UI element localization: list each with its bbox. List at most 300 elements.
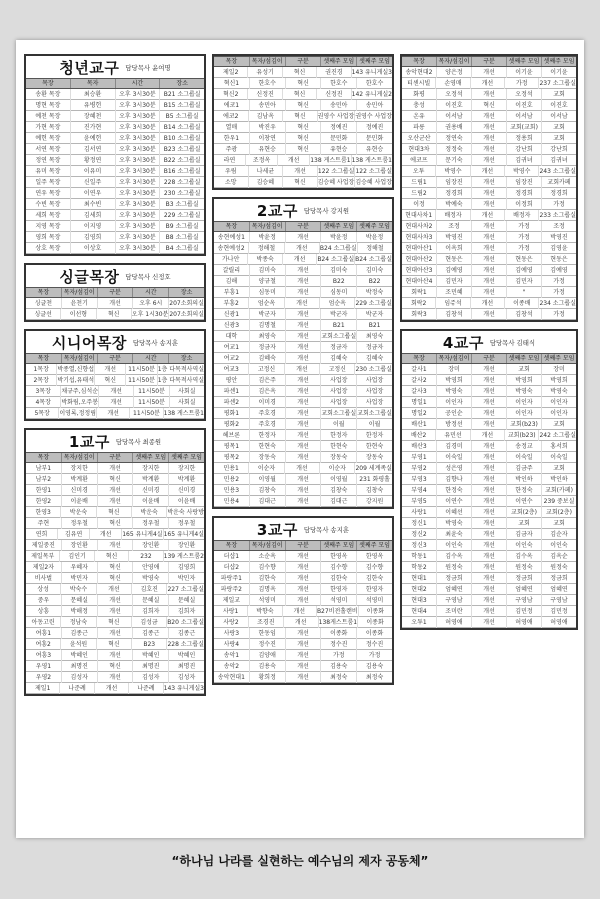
table-cell: 김유연 xyxy=(58,529,90,540)
table-cell: 제일목부 xyxy=(26,551,60,562)
table-cell: 오후 3시30분 xyxy=(116,100,161,111)
table-cell: 138 게스트룸1 xyxy=(310,157,351,164)
table-row xyxy=(26,133,204,144)
table-cell: 이옥희 xyxy=(437,243,472,254)
table-cell: 개선 xyxy=(472,199,507,210)
table-cell: 이영록,정정림 xyxy=(59,410,96,417)
table-cell: 박민자 xyxy=(62,573,98,584)
table-cell: 우영1 xyxy=(26,661,62,672)
table-cell: 정해철 xyxy=(366,245,384,252)
table-row xyxy=(402,474,576,485)
table-row xyxy=(402,540,576,551)
table-row xyxy=(214,276,392,287)
table-cell: 유민선 xyxy=(436,430,470,441)
table-cell: 강지원 xyxy=(365,498,384,505)
table-cell: 이월 xyxy=(368,421,381,428)
table-cell: 혁신 xyxy=(286,78,322,89)
table-cell: 엄혜연 xyxy=(550,586,568,593)
table-cell: 오후 3시30분 xyxy=(116,199,161,210)
table-cell: 최정숙 xyxy=(321,672,357,683)
table-row xyxy=(402,133,576,144)
section-title: 시니어목장 xyxy=(51,333,127,352)
table-cell: 박운숙 xyxy=(61,507,96,518)
table-row xyxy=(214,166,392,177)
table-cell: 혁신 xyxy=(286,133,322,144)
table-cell: 엄순옥 xyxy=(320,298,355,309)
table-row xyxy=(214,155,392,166)
table-cell: 김민자 xyxy=(507,276,542,287)
column-header: 셋째주 모임 xyxy=(171,454,203,461)
table-cell: 박혜인 xyxy=(177,652,196,659)
table-row xyxy=(214,177,392,188)
table-row xyxy=(214,628,392,639)
table-row xyxy=(26,485,204,496)
table-cell: 정용희 xyxy=(507,133,542,144)
table-cell: 사업장 xyxy=(365,377,384,384)
section-pastor: 담당목사 김태식 xyxy=(489,338,536,347)
table-cell: 오후 3시30분 xyxy=(116,155,161,166)
table-cell: 갈사1 xyxy=(402,364,437,375)
table-cell: 여교1 xyxy=(214,342,250,353)
section-title: 3교구 xyxy=(256,520,298,539)
table-header xyxy=(26,78,204,89)
table-cell: 개선 xyxy=(472,89,507,100)
table-row xyxy=(26,232,204,243)
table-cell: 혁신 xyxy=(286,122,322,133)
table-row xyxy=(402,188,576,199)
table-cell: 한호수 xyxy=(250,78,286,89)
table-cell: 정금자 xyxy=(365,344,384,351)
table-cell: 박영희 xyxy=(437,375,472,386)
table-cell: 개선 xyxy=(286,386,322,397)
table-cell: 이인숙 xyxy=(507,540,542,551)
column-header: 셋째주 모임 xyxy=(507,354,542,363)
table-cell: 박기섭,유태석 xyxy=(57,377,95,384)
table-cell: 임장진 xyxy=(507,177,542,188)
table-cell: 이인자 xyxy=(437,397,472,408)
table-cell: B3 소그룹실 xyxy=(165,201,199,208)
table-cell: 유현승 xyxy=(250,144,286,155)
table-row xyxy=(26,551,204,562)
table-cell: 헤브론 xyxy=(214,430,250,441)
table-cell: 신일주 xyxy=(71,177,116,188)
table-row xyxy=(402,617,576,628)
table-cell: 228 소그룹실 xyxy=(163,179,201,186)
table-row xyxy=(214,639,392,650)
table-cell: 정우철 xyxy=(177,520,196,527)
table-cell: 박정숙 xyxy=(365,289,384,296)
table-cell: 교회(카페) xyxy=(545,487,573,494)
table-cell: 지영 목장 xyxy=(26,221,71,232)
table-row xyxy=(402,89,576,100)
table-cell: 개선 xyxy=(98,672,134,683)
table-row xyxy=(214,89,392,100)
column-header: 셋째주 모임 xyxy=(321,57,357,66)
table-cell: 현동은 xyxy=(507,254,542,265)
table-cell: 이인자 xyxy=(507,408,542,419)
table-cell: 김성자 xyxy=(177,674,196,681)
table-cell: 가정 xyxy=(505,78,539,89)
table-cell: 홍서희 xyxy=(550,443,568,450)
table-cell: 강난희 xyxy=(550,146,568,153)
table-cell: 개선 xyxy=(286,661,322,672)
table-cell: 학동2 xyxy=(402,562,437,573)
table-cell: 유성기 xyxy=(248,67,282,78)
table-cell: 정금자 xyxy=(321,342,357,353)
table-cell: 정예진 xyxy=(365,124,384,131)
table-cell: 현대아산4 xyxy=(402,276,437,287)
table-cell: B22 xyxy=(368,278,381,285)
table-cell: 정경희 xyxy=(507,188,542,199)
table-cell: 교회 xyxy=(553,520,565,527)
table-row xyxy=(26,144,204,155)
table-cell: 김혜숙 xyxy=(321,353,357,364)
table-cell: 이서남 xyxy=(550,113,568,120)
table-row xyxy=(214,573,392,584)
table-header xyxy=(26,353,204,364)
table-cell: 개선 xyxy=(98,540,134,551)
table-cell: 혁신 xyxy=(98,474,134,485)
column-header: 장소 xyxy=(180,355,193,362)
column-header: 시간 xyxy=(116,79,161,88)
section-title: 싱글목장 xyxy=(59,267,120,286)
table-cell: 개선 xyxy=(98,485,134,496)
column-header: 구분 xyxy=(98,354,134,363)
table-cell: 공인순 xyxy=(437,408,472,419)
table-cell: 3목장 xyxy=(26,386,61,397)
table-cell: 가정 xyxy=(553,201,565,208)
table-row xyxy=(402,441,576,452)
table-cell: B16 소그룹실 xyxy=(163,168,201,175)
table-cell: 민용3 xyxy=(214,485,250,496)
table-cell: 5목장 xyxy=(26,408,59,419)
section-senior xyxy=(24,329,206,421)
table-cell: 김미숙 xyxy=(365,267,384,274)
table-cell: 장동숙 xyxy=(250,452,286,463)
table-row xyxy=(26,595,204,606)
table-cell: 박영숙 xyxy=(550,388,568,395)
table-cell: B23 소그룹실 xyxy=(163,146,201,153)
section-pastor: 담당목사 최종원 xyxy=(115,437,162,446)
table-row xyxy=(26,584,204,595)
table-cell: 오후 3시30분 xyxy=(116,210,161,221)
table-cell: 윤석원 xyxy=(61,639,96,650)
table-row xyxy=(214,320,392,331)
table-cell: 개선 xyxy=(472,529,507,540)
table-row xyxy=(214,331,392,342)
table-cell: 11시50분 xyxy=(130,408,163,419)
section-header xyxy=(26,56,204,78)
table-cell: 박군자 xyxy=(321,309,357,320)
table-cell: 석영미 xyxy=(321,595,357,606)
table-cell: 1층 다목적사역실 xyxy=(157,377,205,384)
column-header: 구분 xyxy=(286,541,322,550)
table-cell: 이정희 xyxy=(507,199,542,210)
table-cell: B23 xyxy=(132,639,167,650)
table-cell: 손영매 xyxy=(436,78,470,89)
table-cell: 평목2 xyxy=(214,452,250,463)
table-cell: 이종화 xyxy=(321,628,357,639)
table-cell: 일주 목장 xyxy=(26,177,71,188)
table-cell: 오후 3시30분 xyxy=(116,221,161,232)
table-cell: 혁신 xyxy=(283,89,317,100)
table-row xyxy=(214,463,392,474)
table-cell: 김예영 xyxy=(437,265,472,276)
table-row xyxy=(402,287,576,298)
table-cell: 교회소그룹실 xyxy=(321,410,357,417)
table-cell: 한영자 xyxy=(321,584,357,595)
table-cell: 박영수 xyxy=(436,166,470,177)
bulletin-page xyxy=(16,40,584,838)
column-header: 목자/섬김이 xyxy=(250,57,286,66)
table-cell: 최명진 xyxy=(177,663,196,670)
table-row xyxy=(402,562,576,573)
table-cell: 세희 목장 xyxy=(26,210,71,221)
table-cell: 허영애 xyxy=(437,617,472,628)
table-cell: 송민아 xyxy=(250,100,286,111)
table-cell: 라연 xyxy=(214,155,246,166)
table-cell: 정예진 xyxy=(321,122,357,133)
table-row xyxy=(214,386,392,397)
table-cell: 부영3 xyxy=(402,474,437,485)
table-body xyxy=(214,232,392,507)
table-cell: 혁신1 xyxy=(214,78,250,89)
table-cell: 최수빈 xyxy=(71,199,116,210)
table-cell: 이인자 xyxy=(507,397,542,408)
table-cell: 박운숙 xyxy=(132,507,167,518)
table-cell: 송현예성1 xyxy=(214,232,250,243)
table-cell: 비사벌 xyxy=(26,573,62,584)
table-cell: 이미경 xyxy=(250,397,286,408)
table-cell: 우림 xyxy=(214,166,249,177)
table-cell: 교회소그룹실 xyxy=(357,410,392,417)
table-cell: 장인환 xyxy=(177,542,196,549)
table-cell: 혁신 xyxy=(283,177,318,188)
table-row xyxy=(26,364,204,375)
table-cell: 개선 xyxy=(472,144,507,155)
table-row xyxy=(26,639,204,650)
table-cell: 충성 xyxy=(402,100,437,111)
table-cell: 송악현대2 xyxy=(402,67,437,78)
table-cell: 김미숙 xyxy=(250,265,286,276)
table-cell: 개선 xyxy=(286,441,322,452)
table-cell: 오후 3시30분 xyxy=(116,144,161,155)
table-cell: 장미 xyxy=(553,366,565,373)
footer-slogan: “하나님 나라를 실현하는 예수님의 제자 공동체” xyxy=(171,854,429,868)
table-cell: 김창석 xyxy=(437,309,472,320)
column-header: 목자 xyxy=(71,79,116,88)
table-cell: 부흥2 xyxy=(214,298,249,309)
table-cell: 제일중진 xyxy=(26,540,62,551)
table-cell: 학동1 xyxy=(402,551,437,562)
table-cell: 여교2 xyxy=(214,353,250,364)
table-cell: 138 게스트룸1 xyxy=(163,410,204,417)
section-district-1 xyxy=(24,428,206,696)
table-cell: 교회카페 xyxy=(547,179,571,186)
table-row xyxy=(402,243,576,254)
table-cell: 개선 xyxy=(98,298,134,309)
table-cell: 명현 목장 xyxy=(26,100,71,111)
table-cell: 오후 6시 xyxy=(133,298,169,309)
table-cell: 232 xyxy=(129,551,163,562)
table-cell: B20 소그룹실 xyxy=(167,619,205,626)
table-cell: 임장진 xyxy=(437,177,472,188)
table-row xyxy=(214,342,392,353)
table-cell: 문혜실 xyxy=(62,595,98,606)
table-cell: 개선 xyxy=(472,276,507,287)
table-cell: 강난희 xyxy=(507,144,542,155)
table-cell: 송민아 xyxy=(365,102,384,109)
table-cell: 오정석 xyxy=(507,89,542,100)
table-cell: 사업장 xyxy=(321,375,357,386)
table-cell: 수빈 목장 xyxy=(26,199,71,210)
section-pastor: 담당목사 신정호 xyxy=(125,272,171,281)
table-cell: 김대근 xyxy=(250,496,286,507)
table-cell: 개선 xyxy=(472,177,507,188)
column-header: 목자/섬김이 xyxy=(250,222,286,231)
table-cell: 교회 xyxy=(507,364,542,375)
table-cell: 이인숙 xyxy=(437,540,472,551)
table-cell: 유미 목장 xyxy=(26,166,71,177)
table-cell: B21 xyxy=(321,320,357,331)
table-cell: 개선 xyxy=(472,386,507,397)
table-cell: 혁신 xyxy=(97,617,132,628)
column-header: 목자/섬김이 xyxy=(62,288,98,297)
table-cell: 박계환 xyxy=(133,474,169,485)
table-cell: 여교3 xyxy=(214,364,249,375)
table-row xyxy=(402,584,576,595)
table-cell: 오후 3시30분 xyxy=(116,89,161,100)
table-cell: 혁신 xyxy=(472,100,507,111)
table-cell: 혁신 xyxy=(286,144,322,155)
table-cell: 김승혜 xyxy=(249,177,284,188)
section-single xyxy=(24,263,206,322)
table-cell: 김창숙 xyxy=(250,485,286,496)
table-cell: 나세균 xyxy=(249,166,284,177)
table-cell: 김향나 xyxy=(437,474,472,485)
table-row xyxy=(402,100,576,111)
table-cell: 231 화평홀 xyxy=(359,476,390,483)
table-cell: 최승환 xyxy=(71,89,116,100)
table-cell: 개선 xyxy=(99,386,134,397)
table-cell: 남부1 xyxy=(26,463,62,474)
column-header: 목자/섬김이 xyxy=(62,354,98,363)
table-row xyxy=(26,650,204,661)
table-cell: 142 유니게실2 xyxy=(351,91,392,98)
column-header: 목장 xyxy=(26,79,71,88)
section-pastor: 담당목사 송지훈 xyxy=(303,525,350,534)
table-row xyxy=(402,298,576,309)
table-row xyxy=(402,573,576,584)
table-row xyxy=(402,210,576,221)
table-cell: 개선 xyxy=(286,628,322,639)
table-cell: 김창석 xyxy=(507,309,542,320)
table-cell: 현동은 xyxy=(550,256,568,263)
section-header xyxy=(402,331,576,353)
table-cell: 오투1 xyxy=(402,617,437,628)
table-cell: 김영희 xyxy=(71,232,116,243)
table-cell: 개선 xyxy=(471,210,505,221)
table-row xyxy=(26,188,204,199)
table-cell: 박영진 xyxy=(437,232,472,243)
table-cell: 현동은 xyxy=(437,254,472,265)
table-cell: 신정진 xyxy=(248,89,282,100)
table-cell: 배정자 xyxy=(505,210,539,221)
table-cell: 이종배 xyxy=(505,298,539,309)
column-header: 목자/섬김이 xyxy=(437,57,472,66)
table-row xyxy=(402,177,576,188)
table-cell: 현대2 xyxy=(402,584,437,595)
table-cell: 개선 xyxy=(286,551,322,562)
table-header xyxy=(26,287,204,298)
table-cell: 개선 xyxy=(286,287,322,298)
table-cell: 정신3 xyxy=(402,540,437,551)
table-cell: 혁신 xyxy=(95,375,126,386)
table-cell: 연희 xyxy=(26,529,58,540)
table-cell: 한영3 xyxy=(26,507,61,518)
table-cell: 박해정 xyxy=(62,606,98,617)
table-cell: 개선 xyxy=(98,628,134,639)
table-cell: 박영숙 xyxy=(133,573,169,584)
table-cell: 원정숙 xyxy=(507,562,542,573)
table-cell: 권영수 사업장 xyxy=(317,113,355,120)
table-cell: 이영월 xyxy=(321,474,357,485)
table-cell: 개선 xyxy=(286,650,322,661)
table-row xyxy=(26,474,204,485)
table-cell: 김수옥 xyxy=(437,551,472,562)
column-header: 셋째주 모임 xyxy=(359,223,391,230)
table-cell: 안영애 xyxy=(133,562,169,573)
table-cell: 정금자 xyxy=(250,342,286,353)
table-cell: 혁신 xyxy=(97,309,132,320)
table-cell: 갈릴리 xyxy=(214,265,250,276)
table-cell: 개선 xyxy=(286,474,322,485)
table-cell: 박윤정 xyxy=(250,232,286,243)
table-cell: 석영미 xyxy=(365,597,384,604)
table-cell: 가정 xyxy=(507,221,542,232)
table-cell: 박종열,신향섭 xyxy=(57,366,95,373)
table-cell: 243 소그룹실 xyxy=(539,168,576,175)
table-cell: 파센2 xyxy=(214,397,250,408)
table-row xyxy=(214,496,392,507)
table-cell: 혁신 xyxy=(98,573,134,584)
table-cell: 현대4 xyxy=(402,606,437,617)
table-cell: 중우 xyxy=(26,595,62,606)
table-cell: 사랑1 xyxy=(402,507,437,518)
table-cell: 싱글선 xyxy=(26,309,61,320)
table-cell: 한영옥 xyxy=(365,553,384,560)
table-cell: 11시50분 xyxy=(126,364,157,375)
table-cell: 혁신 xyxy=(95,551,129,562)
table-cell: 상호 목장 xyxy=(26,243,71,254)
table-cell: 이유미 xyxy=(71,166,116,177)
table-cell: 김희자 xyxy=(133,606,169,617)
table-row xyxy=(214,67,392,78)
column-header: 목장 xyxy=(26,288,62,297)
table-row xyxy=(26,683,204,694)
table-cell: 207소회의실 xyxy=(169,300,204,307)
table-cell: 209 세계족실 xyxy=(355,465,392,472)
table-cell: 개선 xyxy=(285,364,320,375)
table-cell: 139 게스트룸2 xyxy=(163,553,204,560)
table-cell: 이창연 xyxy=(250,133,286,144)
table-cell: 교회(2층) xyxy=(507,507,542,518)
table-cell: 김영희 xyxy=(177,564,196,571)
table-cell: 현대1 xyxy=(402,573,437,584)
table-cell: 신정진 xyxy=(317,89,351,100)
column-header: 목자/섬김이 xyxy=(250,541,286,550)
table-cell: 구영남 xyxy=(550,597,568,604)
